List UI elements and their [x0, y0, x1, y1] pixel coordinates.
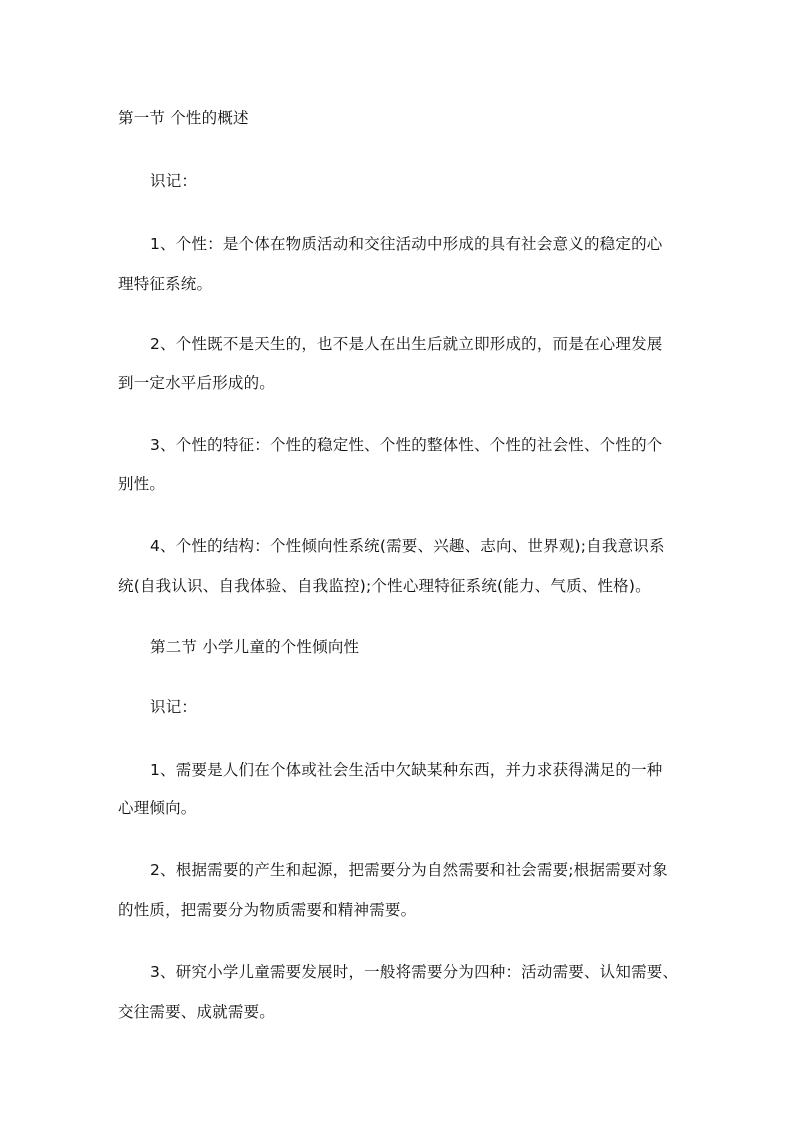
- section1-title: 第一节 个性的概述: [118, 109, 249, 127]
- s2-item3-line1: 3、研究小学儿童需要发展时，一般将需要分为四种：活动需要、认知需要、: [150, 963, 679, 981]
- section2-label: 识记：: [150, 698, 198, 716]
- s2-item2-line1: 2、根据需要的产生和起源，把需要分为自然需要和社会需要;根据需要对象: [150, 861, 668, 879]
- s2-item2-line2: 的性质，把需要分为物质需要和精神需要。: [118, 901, 417, 919]
- s1-item2-line2: 到一定水平后形成的。: [118, 374, 276, 392]
- s1-item4-line2: 统(自我认识、自我体验、自我监控);个性心理特征系统(能力、气质、性格)。: [118, 577, 651, 595]
- s1-item1-line2: 理特征系统。: [118, 275, 213, 293]
- section1-label: 识记：: [150, 172, 198, 190]
- s1-item3-line2: 别性。: [118, 475, 166, 493]
- s2-item3-line2: 交往需要、成就需要。: [118, 1003, 276, 1021]
- section2-title: 第二节 小学儿童的个性倾向性: [150, 638, 360, 656]
- s2-item1-line1: 1、需要是人们在个体或社会生活中欠缺某种东西，并力求获得满足的一种: [150, 761, 663, 779]
- s1-item4-line1: 4、个性的结构：个性倾向性系统(需要、兴趣、志向、世界观);自我意识系: [150, 537, 665, 555]
- s1-item3-line1: 3、个性的特征：个性的稳定性、个性的整体性、个性的社会性、个性的个: [150, 436, 663, 454]
- s2-item1-line2: 心理倾向。: [118, 799, 197, 817]
- s1-item1-line1: 1、个性：是个体在物质活动和交往活动中形成的具有社会意义的稳定的心: [150, 235, 663, 253]
- s1-item2-line1: 2、个性既不是天生的，也不是人在出生后就立即形成的，而是在心理发展: [150, 335, 663, 353]
